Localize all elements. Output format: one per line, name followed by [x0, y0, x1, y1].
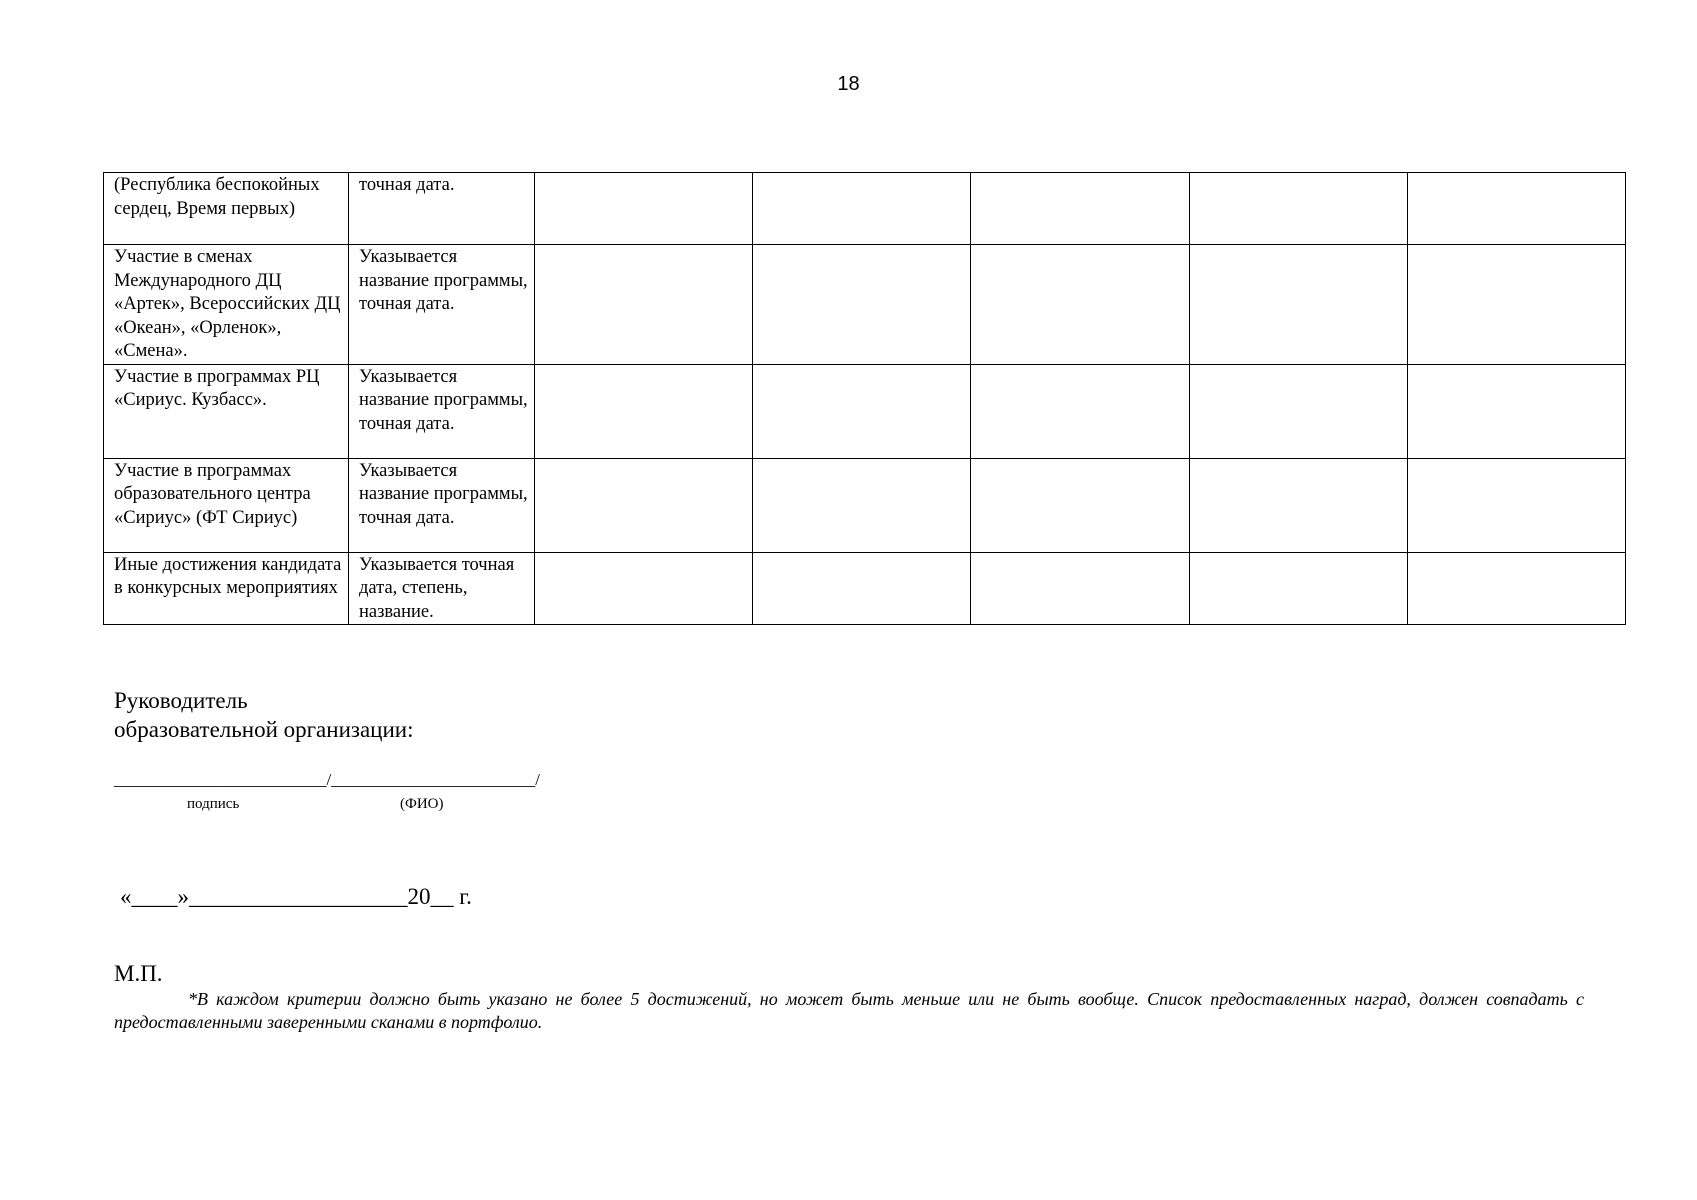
- empty-cell[interactable]: [535, 245, 753, 365]
- empty-cell[interactable]: [535, 458, 753, 552]
- empty-cell[interactable]: [753, 458, 971, 552]
- note-cell: Указывается название программы, точная дата.: [349, 458, 535, 552]
- empty-cell[interactable]: [535, 173, 753, 245]
- empty-cell[interactable]: [1407, 458, 1625, 552]
- empty-cell[interactable]: [971, 364, 1189, 458]
- note-cell: Указывается название программы, точная дата.: [349, 245, 535, 365]
- date-line: «____»___________________20__ г.: [120, 884, 472, 909]
- empty-cell[interactable]: [971, 552, 1189, 625]
- empty-cell[interactable]: [1189, 458, 1407, 552]
- empty-cell[interactable]: [1407, 173, 1625, 245]
- empty-cell[interactable]: [971, 173, 1189, 245]
- table-row: [104, 552, 1626, 625]
- stamp-label: М.П.: [114, 961, 163, 986]
- footnote: *В каждом критерии должно быть указано не более 5 достижений, но может быть меньше или не быть вообще. Список предоставленных наград, должен совпадать с предоставленными заверенными сканами в портфолио.: [114, 989, 1584, 1032]
- empty-cell[interactable]: [535, 364, 753, 458]
- empty-cell[interactable]: [753, 173, 971, 245]
- empty-cell[interactable]: [1407, 552, 1625, 625]
- empty-cell[interactable]: [1189, 173, 1407, 245]
- empty-cell[interactable]: [535, 552, 753, 625]
- empty-cell[interactable]: [971, 245, 1189, 365]
- fio-label: (ФИО): [400, 796, 444, 812]
- criterion-cell: Участие в сменах Международного ДЦ «Артек», Всероссийских ДЦ «Океан», «Орленок», «Смена».: [104, 245, 349, 365]
- criterion-cell: Иные достижения кандидата в конкурсных мероприятиях: [104, 552, 349, 625]
- empty-cell[interactable]: [1407, 245, 1625, 365]
- criterion-cell: Участие в программах РЦ «Сириус. Кузбасс».: [104, 364, 349, 458]
- empty-cell[interactable]: [1189, 364, 1407, 458]
- head-title-line2: образовательной организации:: [114, 717, 414, 742]
- empty-cell[interactable]: [1189, 245, 1407, 365]
- empty-cell[interactable]: [753, 364, 971, 458]
- table-row: [104, 245, 1626, 365]
- empty-cell[interactable]: [753, 552, 971, 625]
- empty-cell[interactable]: [971, 458, 1189, 552]
- criterion-cell: (Республика беспокойных сердец, Время первых): [104, 173, 349, 245]
- table-row: [104, 458, 1626, 552]
- empty-cell[interactable]: [1407, 364, 1625, 458]
- note-cell: Указывается название программы, точная дата.: [349, 364, 535, 458]
- empty-cell[interactable]: [753, 245, 971, 365]
- table-row: [104, 364, 1626, 458]
- empty-cell[interactable]: [1189, 552, 1407, 625]
- head-title-line1: Руководитель: [114, 688, 248, 713]
- head-title: [114, 686, 414, 744]
- criterion-cell: Участие в программах образовательного центра «Сириус» (ФТ Сириус): [104, 458, 349, 552]
- note-cell: точная дата.: [349, 173, 535, 245]
- table-body: [104, 173, 1626, 625]
- signature-label: подпись: [187, 796, 240, 812]
- page-number: 18: [837, 73, 860, 95]
- achievements-table: [103, 172, 1626, 625]
- signature-line: _________________________/________________________/: [114, 770, 540, 789]
- table-row: [104, 173, 1626, 245]
- note-cell: Указывается точная дата, степень, название.: [349, 552, 535, 625]
